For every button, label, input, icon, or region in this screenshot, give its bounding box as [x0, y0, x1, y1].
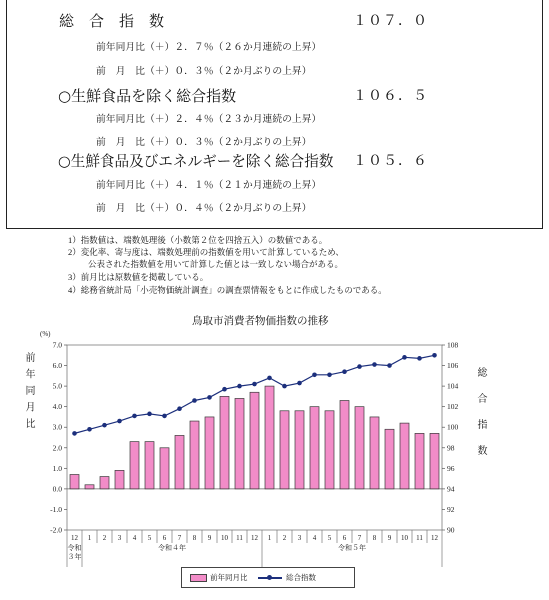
summary-line-yoy: 前年同月比（＋）２．４％（２３か月連続の上昇）: [96, 114, 322, 125]
note-2: 2）変化率、寄与度は、端数処理前の指数値を用いて計算しているため、: [68, 247, 344, 257]
summary-line-yoy: 前年同月比（＋）４．１％（２１か月連続の上昇）: [96, 180, 322, 191]
legend: [181, 567, 355, 588]
legend-label-yoy: 前年同月比: [210, 573, 248, 582]
x-axis-month-label: 11: [236, 534, 243, 542]
summary-title-overall: 総 合 指 数: [59, 12, 165, 30]
legend-line-marker: [267, 575, 272, 580]
yoy-bar: [370, 417, 379, 489]
summary-value-excl-fresh-food-energy: １０５．６: [353, 153, 428, 169]
summary-box: [6, 0, 543, 229]
index-point: [147, 412, 152, 417]
x-axis-month-label: 4: [312, 534, 317, 542]
index-point: [297, 381, 302, 386]
x-axis-month-label: 4: [132, 534, 137, 542]
right-axis-tick-label: 96: [447, 463, 455, 473]
yoy-bar: [175, 435, 184, 488]
yoy-bar: [160, 448, 169, 489]
left-axis-tick-label: 5.0: [52, 381, 62, 391]
summary-value-excl-fresh-food: １０６．５: [353, 88, 428, 104]
x-axis-month-label: 2: [282, 534, 287, 542]
yoy-bar: [70, 475, 79, 489]
index-point: [132, 414, 137, 419]
x-axis-month-label: 7: [357, 534, 362, 542]
x-axis-month-label: 12: [71, 534, 78, 542]
yoy-bar: [355, 407, 364, 489]
index-point: [72, 431, 77, 436]
x-axis-month-label: 10: [401, 534, 408, 542]
yoy-bar: [325, 411, 334, 489]
left-axis-label: 前年同月比: [23, 352, 34, 435]
x-axis-month-label: 8: [192, 534, 197, 542]
index-point: [372, 362, 377, 367]
right-axis-tick-label: 92: [447, 504, 455, 514]
left-axis-tick-label: 2.0: [52, 443, 62, 453]
yoy-bar: [145, 442, 154, 489]
x-axis-month-label: 8: [372, 534, 377, 542]
yoy-bar: [190, 421, 199, 489]
right-axis-tick-label: 104: [447, 381, 459, 391]
x-axis-month-label: 6: [162, 534, 167, 542]
x-axis-month-label: 1: [87, 534, 92, 542]
x-axis-month-label: 5: [327, 534, 332, 542]
right-axis-tick-label: 98: [447, 443, 455, 453]
right-axis-label: 総合指数: [475, 367, 486, 471]
yoy-bar: [415, 433, 424, 489]
index-point: [417, 356, 422, 361]
left-axis-tick-label: 6.0: [52, 361, 62, 371]
yoy-bar: [280, 411, 289, 489]
summary-line-mom: 前 月 比（＋）０．４％（２か月ぶりの上昇）: [96, 203, 312, 214]
left-axis-tick-label: 7.0: [52, 340, 62, 350]
index-point: [282, 384, 287, 389]
yoy-bar: [310, 407, 319, 489]
summary-line-yoy: 前年同月比（＋）２．７％（２６か月連続の上昇）: [96, 42, 322, 53]
yoy-bar: [400, 423, 409, 489]
right-axis-tick-label: 100: [447, 422, 459, 432]
yoy-bar: [250, 392, 259, 489]
x-axis-month-label: 9: [207, 534, 212, 542]
index-point: [387, 363, 392, 368]
chart: [0, 300, 549, 600]
right-axis-tick-label: 94: [447, 484, 455, 494]
index-point: [237, 384, 242, 389]
index-point: [117, 419, 122, 424]
index-point: [207, 395, 212, 400]
x-axis-month-label: 11: [416, 534, 423, 542]
legend-bar-swatch: [190, 574, 207, 582]
note-3: 3）前月比は原数値を掲載している。: [68, 272, 209, 282]
yoy-bar: [130, 442, 139, 489]
yoy-bar: [235, 398, 244, 488]
x-axis-year-label: 令和５年: [338, 544, 366, 552]
yoy-bar: [265, 386, 274, 489]
index-point: [312, 373, 317, 378]
x-axis-month-label: 12: [431, 534, 438, 542]
left-axis-tick-label: 4.0: [52, 402, 62, 412]
note-1: 1）指数値は、端数処理後（小数第２位を四捨五入）の数値である。: [68, 235, 328, 245]
right-axis-tick-label: 90: [447, 525, 455, 535]
chart-title: 鳥取市消費者物価指数の推移: [192, 315, 329, 327]
index-point: [192, 398, 197, 403]
index-point: [402, 355, 407, 360]
yoy-bar: [100, 477, 109, 489]
right-axis-tick-label: 106: [447, 361, 459, 371]
left-axis-tick-label: 3.0: [52, 422, 62, 432]
left-axis-tick-label: -2.0: [50, 525, 62, 535]
note-2-continued: 公表された指数値を用いて計算した値とは一致しない場合がある。: [88, 259, 344, 269]
yoy-bar: [295, 411, 304, 489]
index-point: [252, 382, 257, 387]
index-point: [177, 406, 182, 411]
left-axis-tick-label: 1.0: [52, 463, 62, 473]
yoy-bar: [115, 470, 124, 489]
x-axis-month-label: 5: [147, 534, 152, 542]
x-axis-month-label: 12: [251, 534, 258, 542]
yoy-bar: [85, 485, 94, 489]
x-axis-month-label: 1: [267, 534, 272, 542]
right-axis-tick-label: 102: [447, 402, 459, 412]
x-axis-year-label: 令和３年: [67, 544, 82, 561]
summary-line-mom: 前 月 比（＋）０．３％（２か月ぶりの上昇）: [96, 137, 312, 148]
x-axis-month-label: 7: [177, 534, 182, 542]
index-point: [342, 369, 347, 374]
index-point: [432, 353, 437, 358]
yoy-bar: [340, 401, 349, 489]
x-axis-month-label: 10: [221, 534, 228, 542]
right-axis-tick-label: 108: [447, 340, 459, 350]
x-axis-month-label: 6: [342, 534, 347, 542]
x-axis-month-label: 3: [117, 534, 122, 542]
x-axis-month-label: 3: [297, 534, 302, 542]
index-point: [222, 387, 227, 392]
left-axis-tick-label: -1.0: [50, 504, 62, 514]
x-axis-year-label: 令和４年: [158, 544, 186, 552]
summary-title-excl-fresh-food: ○生鮮食品を除く総合指数: [58, 87, 237, 105]
note-4: 4）総務省統計局「小売物価統計調査」の調査票情報をもとに作成したものである。: [68, 285, 387, 295]
yoy-bar: [220, 396, 229, 489]
x-axis-month-label: 2: [102, 534, 107, 542]
left-axis-tick-label: 0.0: [52, 484, 62, 494]
index-point: [162, 414, 167, 419]
yoy-bar: [205, 417, 214, 489]
summary-title-excl-fresh-food-energy: ○生鮮食品及びエネルギーを除く総合指数: [58, 153, 334, 170]
x-axis-month-label: 9: [387, 534, 392, 542]
summary-line-mom: 前 月 比（＋）０．３％（２か月ぶりの上昇）: [96, 66, 312, 77]
summary-value-overall: １０７．０: [353, 13, 428, 29]
index-point: [357, 364, 362, 369]
index-point: [267, 376, 272, 381]
index-point: [87, 427, 92, 432]
legend-label-index: 総合指数: [286, 573, 316, 582]
index-point: [102, 423, 107, 428]
yoy-bar: [430, 433, 439, 489]
left-axis-unit: (%): [40, 330, 51, 338]
index-point: [327, 373, 332, 378]
yoy-bar: [385, 429, 394, 489]
